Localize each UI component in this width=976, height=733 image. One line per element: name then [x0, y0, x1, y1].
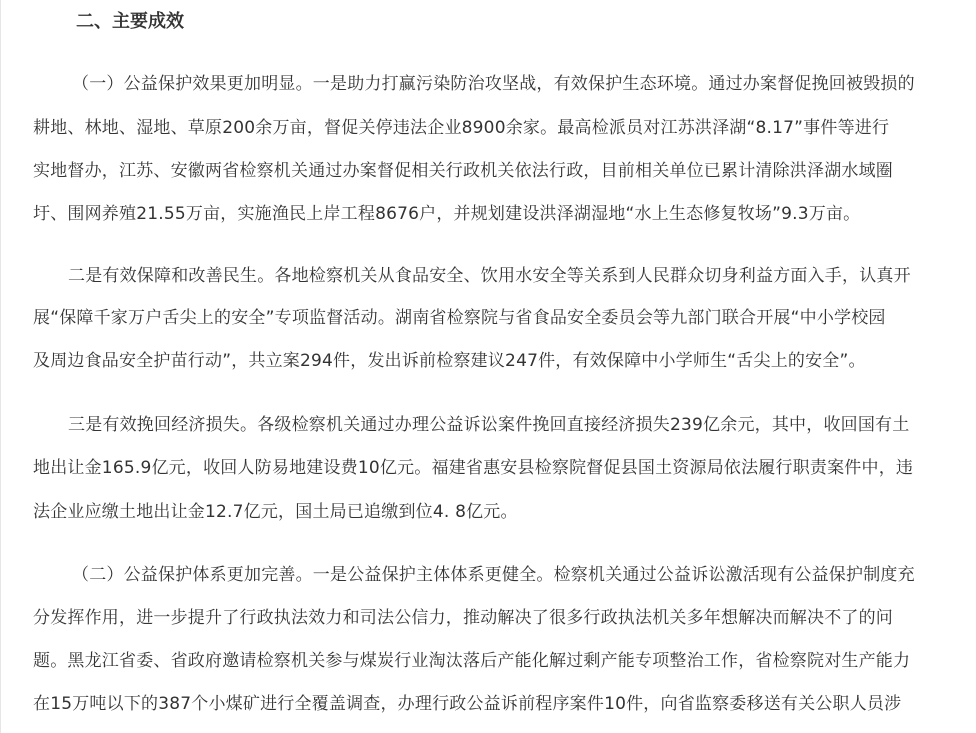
section-heading: 二、主要成效	[76, 11, 184, 32]
paragraph-line: 实地督办，江苏、安徽两省检察机关通过办案督促相关行政机关依法行政，目前相关单位已累计清除洪泽湖水域圈	[33, 161, 893, 181]
paragraph-line: 三是有效挽回经济损失。各级检察机关通过办理公益诉讼案件挽回直接经济损失239亿余元，其中，收回国有土	[68, 415, 910, 435]
paragraph-line: （一）公益保护效果更加明显。一是助力打赢污染防治攻坚战，有效保护生态环境。通过办案督促挽回被毁损的	[72, 74, 915, 94]
paragraph-line: 法企业应缴土地出让金12.7亿元，国土局已追缴到位4. 8亿元。	[33, 502, 518, 522]
paragraph-line: 地出让金165.9亿元，收回人防易地建设费10亿元。福建省惠安县检察院督促县国土资源局依法履行职责案件中，违	[33, 458, 914, 478]
paragraph-line: 及周边食品安全护苗行动”，共立案294件，发出诉前检察建议247件，有效保障中小学师生“舌尖上的安全”。	[33, 351, 866, 371]
paragraph-line: 分发挥作用，进一步提升了行政执法效力和司法公信力，推动解决了很多行政执法机关多年想解决而解决不了的问	[33, 608, 893, 628]
paragraph-line: 圩、围网养殖21.55万亩，实施渔民上岸工程8676户，并规划建设洪泽湖湿地“水上生态修复牧场”9.3万亩。	[33, 204, 861, 224]
paragraph-line: （二）公益保护体系更加完善。一是公益保护主体体系更健全。检察机关通过公益诉讼激活现有公益保护制度充	[72, 565, 915, 585]
paragraph-line: 耕地、林地、湿地、草原200余万亩，督促关停违法企业8900余家。最高检派员对江苏洪泽湖“8.17”事件等进行	[33, 118, 890, 138]
left-border	[0, 0, 1, 733]
paragraph-line: 题。黑龙江省委、省政府邀请检察机关参与煤炭行业淘汰落后产能化解过剩产能专项整治工作，省检察院对生产能力	[33, 651, 911, 671]
paragraph-line: 二是有效保障和改善民生。各地检察机关从食品安全、饮用水安全等关系到人民群众切身利益方面入手，认真开	[68, 266, 911, 286]
paragraph-line: 在15万吨以下的387个小煤矿进行全覆盖调查，办理行政公益诉前程序案件10件，向省监察委移送有关公职人员涉	[33, 694, 902, 714]
paragraph-line: 展“保障千家万户舌尖上的安全”专项监督活动。湖南省检察院与省食品安全委员会等九部门联合开展“中小学校园	[33, 308, 886, 328]
